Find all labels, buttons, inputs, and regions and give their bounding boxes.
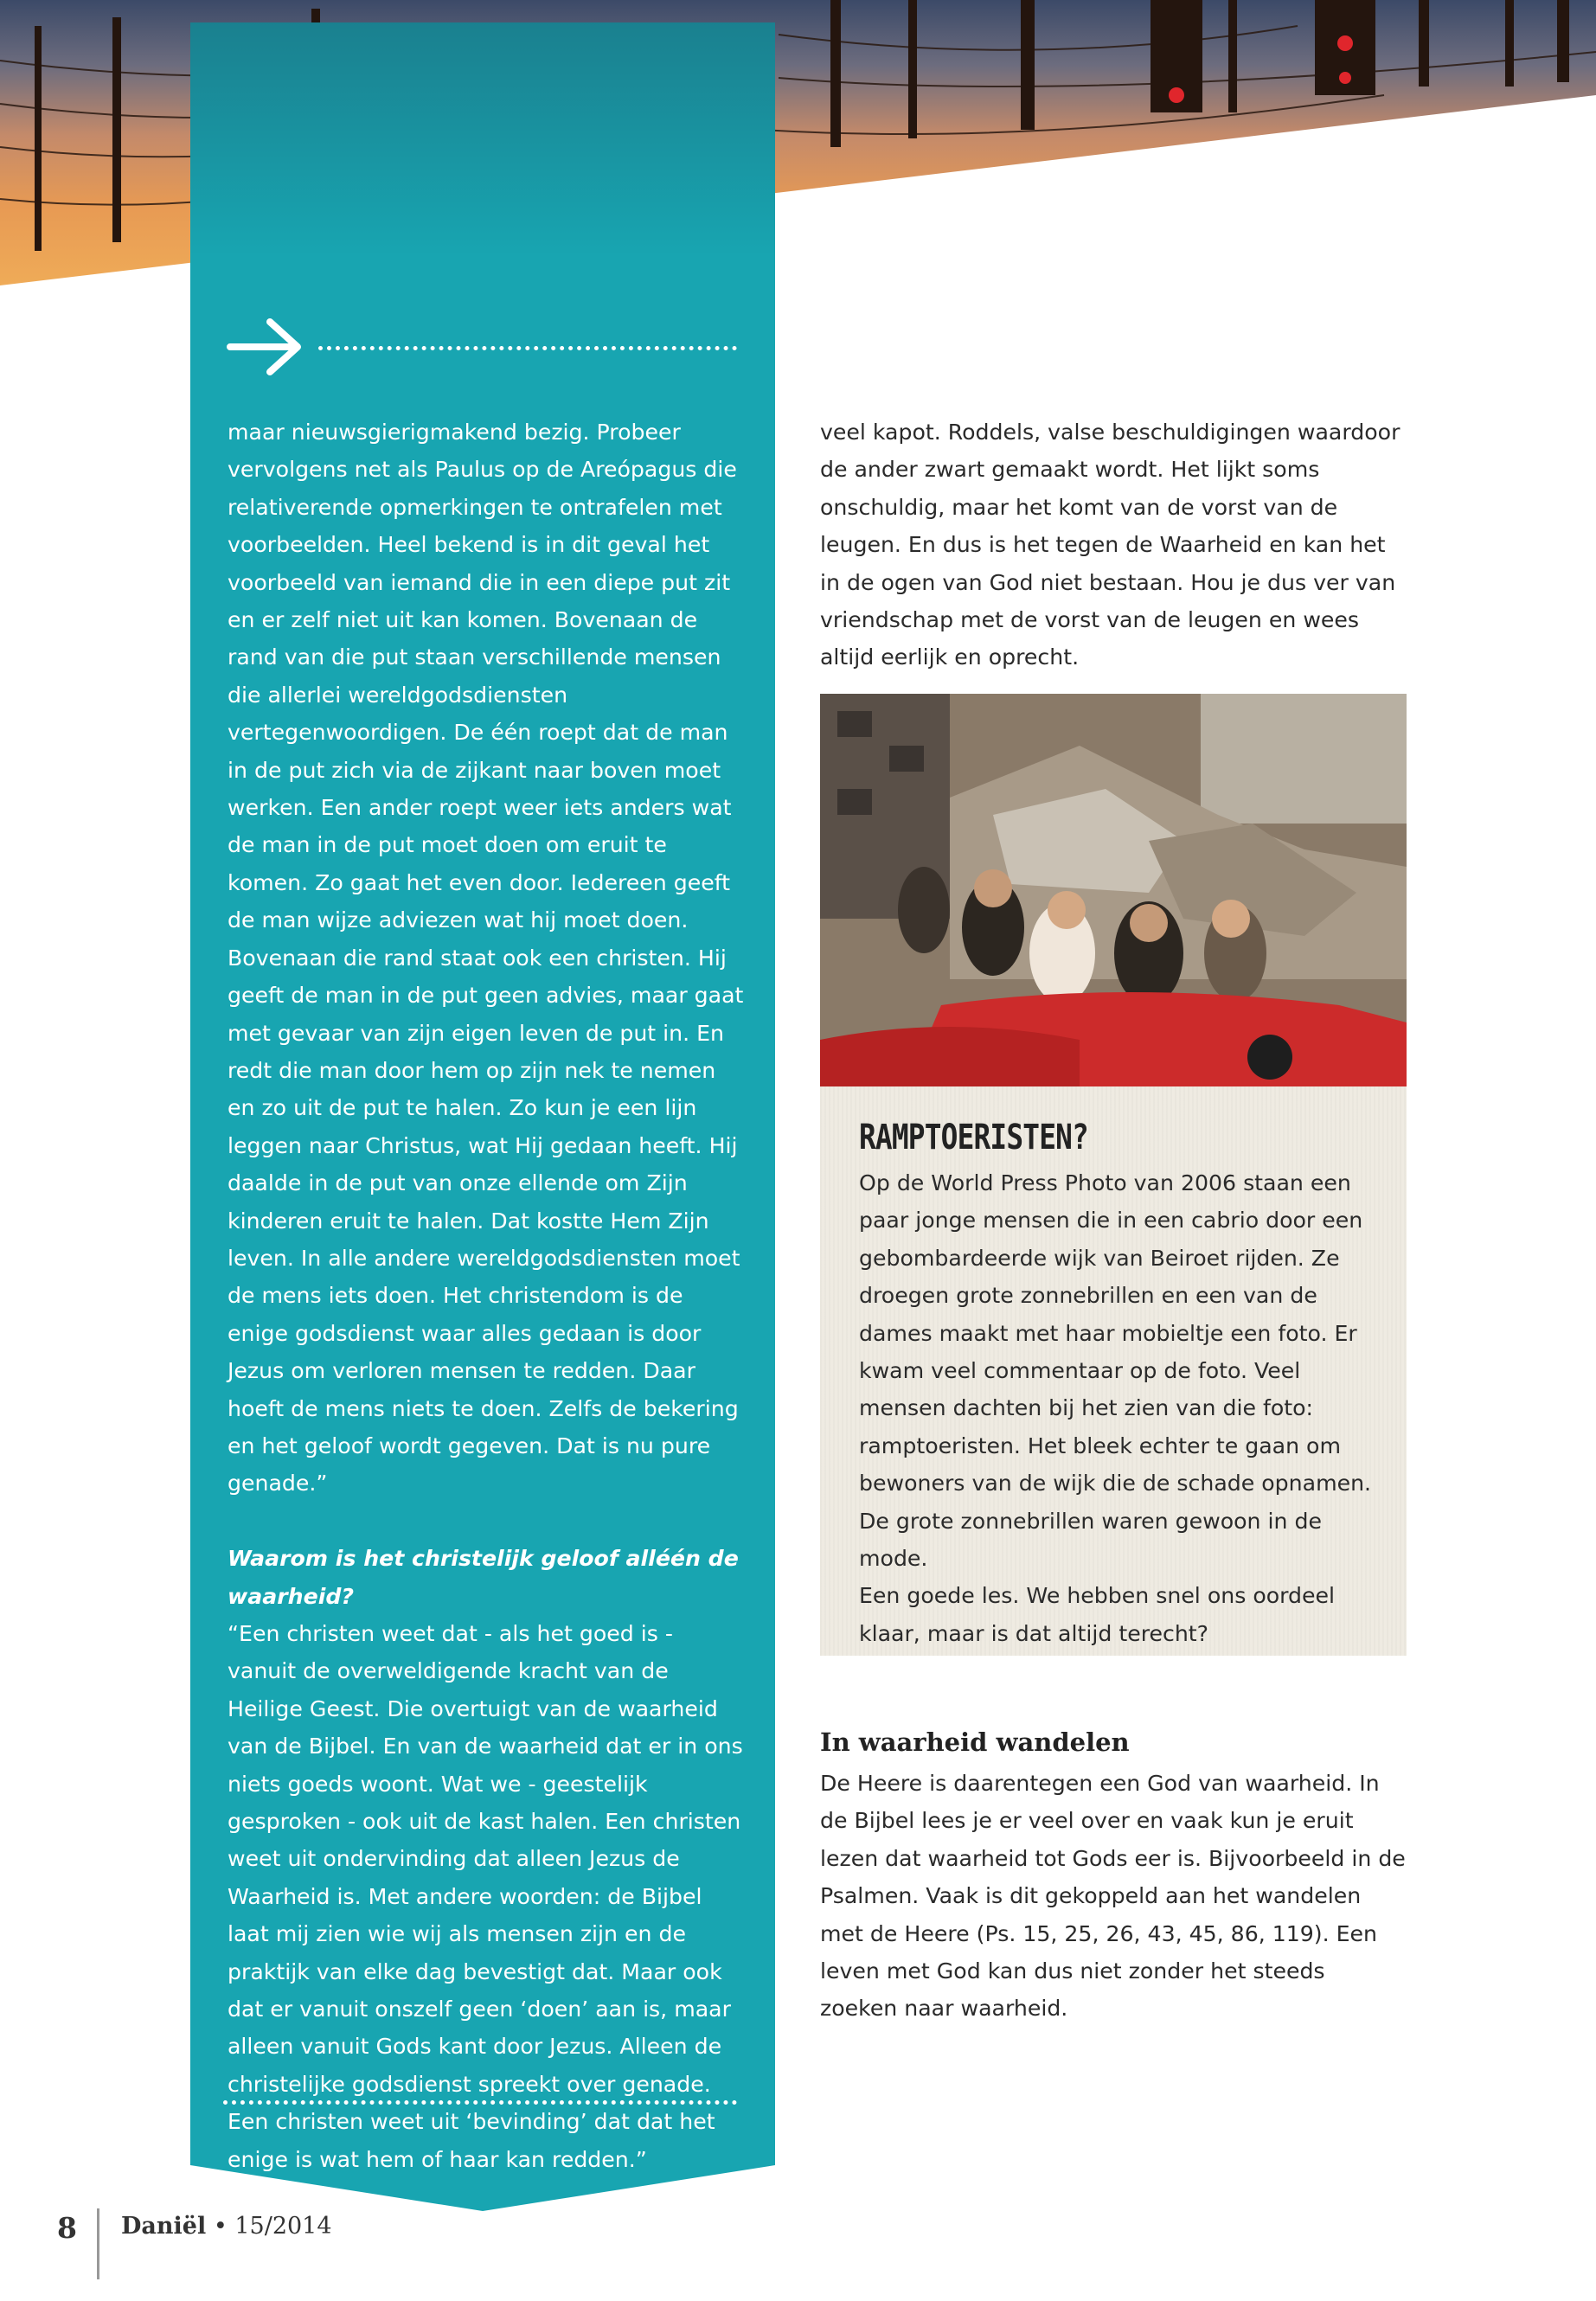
sidebar-text — [859, 1164, 1387, 1652]
teal-column-text — [228, 413, 747, 2178]
magazine-credit — [121, 2213, 332, 2240]
footer-separator: • — [213, 2213, 228, 2240]
teal-question-heading: Waarom is het christelijk geloof alléén de waarheid? — [228, 1546, 739, 1609]
section-paragraph: De Heere is daarentegen een God van waarheid. In de Bijbel lees je er veel over en vaak kun je eruit lezen dat waarheid tot Gods eer is. Bijvoorbeeld in de Psalmen. Vaak is dit gekoppeld aan het wandelen met de Heere (Ps. 15, 25, 26, 43, 45, 86, 119). Een leven met God kan dus niet zonder het steeds zoeken naar waarheid. — [820, 1771, 1406, 2022]
page-number: 8 — [57, 2211, 77, 2245]
world-press-photo — [820, 694, 1407, 1086]
magazine-name: Daniël — [121, 2213, 207, 2240]
footer-divider — [97, 2208, 99, 2279]
teal-column-photo-tint — [190, 22, 775, 256]
right-intro-paragraph: veel kapot. Roddels, valse beschuldigingen waardoor de ander zwart gemaakt wordt. Het lijkt soms onschuldig, maar het komt van de vorst van de leugen. En dus is het tegen de Waarheid en kan het in de ogen van God niet bestaan. Hou je dus ver van vriendschap met de vorst van de leugen en wees altijd eerlijk en oprecht. — [820, 420, 1401, 670]
sidebar-paragraph-1: Op de World Press Photo van 2006 staan een paar jonge mensen die in een cabrio door een gebombardeerde wijk van Beiroet rijden. Ze droegen grote zonnebrillen en een van de dames maakt met haar mobieltje een foto. Er kwam veel commentaar op de foto. Veel mensen dachten bij het zien van die foto: ramptoeristen. Het bleek echter te gaan om bewoners van de wijk die de schade opnamen. De grote zonnebrillen waren gewoon in de mode. — [859, 1170, 1372, 1572]
arrow-right-icon — [227, 317, 306, 377]
beirut-cabrio-photo — [820, 694, 1407, 1086]
section-heading: In waarheid wandelen — [820, 1727, 1130, 1757]
issue-number: 15/2014 — [234, 2213, 332, 2240]
teal-paragraph-2: “Een christen weet dat - als het goed is - vanuit de overweldigende kracht van de Heilige Geest. Die overtuigt van de waarheid van de Bijbel. En van de waarheid dat er in ons niets goeds woont. Wat we - geestelijk gesproken - ook uit de kast halen. Een christen weet uit ondervinding dat alleen Jezus de Waarheid is. Met andere woorden: de Bijbel laat mij zien wie wij als mensen zijn en de praktijk van elke dag bevestigt dat. Maar ook dat er vanuit onszelf geen ‘doen’ aan is, maar alleen vanuit Gods kant door Jezus. Alleen de christelijke godsdienst spreekt over genade. Een christen weet uit ‘bevinding’ dat dat het enige is wat hem of haar kan redden.” — [228, 1620, 743, 2172]
sidebar-title: RAMPTOERISTEN? — [859, 1118, 1088, 1157]
sidebar-paragraph-2: Een goede les. We hebben snel ons oordeel klaar, maar is dat altijd terecht? — [859, 1583, 1336, 1646]
bottom-dotted-divider — [223, 2100, 737, 2105]
teal-paragraph-1: maar nieuwsgierigmakend bezig. Probeer vervolgens net als Paulus op de Areópagus die relativerende opmerkingen te ontrafelen met voorbeelden. Heel bekend is in dit geval het voorbeeld van iemand die in een diepe put zit en er zelf niet uit kan komen. Bovenaan de rand van die put staan verschillende mensen die allerlei wereldgodsdiensten vertegenwoordigen. De één roept dat de man in de put zich via de zijkant naar boven moet werken. Een ander roept weer iets anders wat de man in de put moet doen om eruit te komen. Zo gaat het even door. Iedereen geeft de man wijze adviezen wat hij moet doen. Bovenaan die rand staat ook een christen. Hij geeft de man in de put geen advies, maar gaat met gevaar van zijn eigen leven de put in. En redt die man door hem op zijn nek te nemen en zo uit de put te halen. Zo kun je een lijn leggen naar Christus, wat Hij gedaan heeft. Hij daalde in de put van onze ellende om Zijn kinderen eruit te halen. Dat kostte Hem Zijn leven. In alle andere wereldgodsdiensten moet de mens iets doen. Het christendom is de enige godsdienst waar alles gedaan is door Jezus om verloren mensen te redden. Daar hoeft de mens niets te doen. Zelfs de bekering en het geloof wordt gegeven. Dat is nu pure genade.” — [228, 420, 744, 1497]
top-dotted-divider — [318, 346, 737, 350]
